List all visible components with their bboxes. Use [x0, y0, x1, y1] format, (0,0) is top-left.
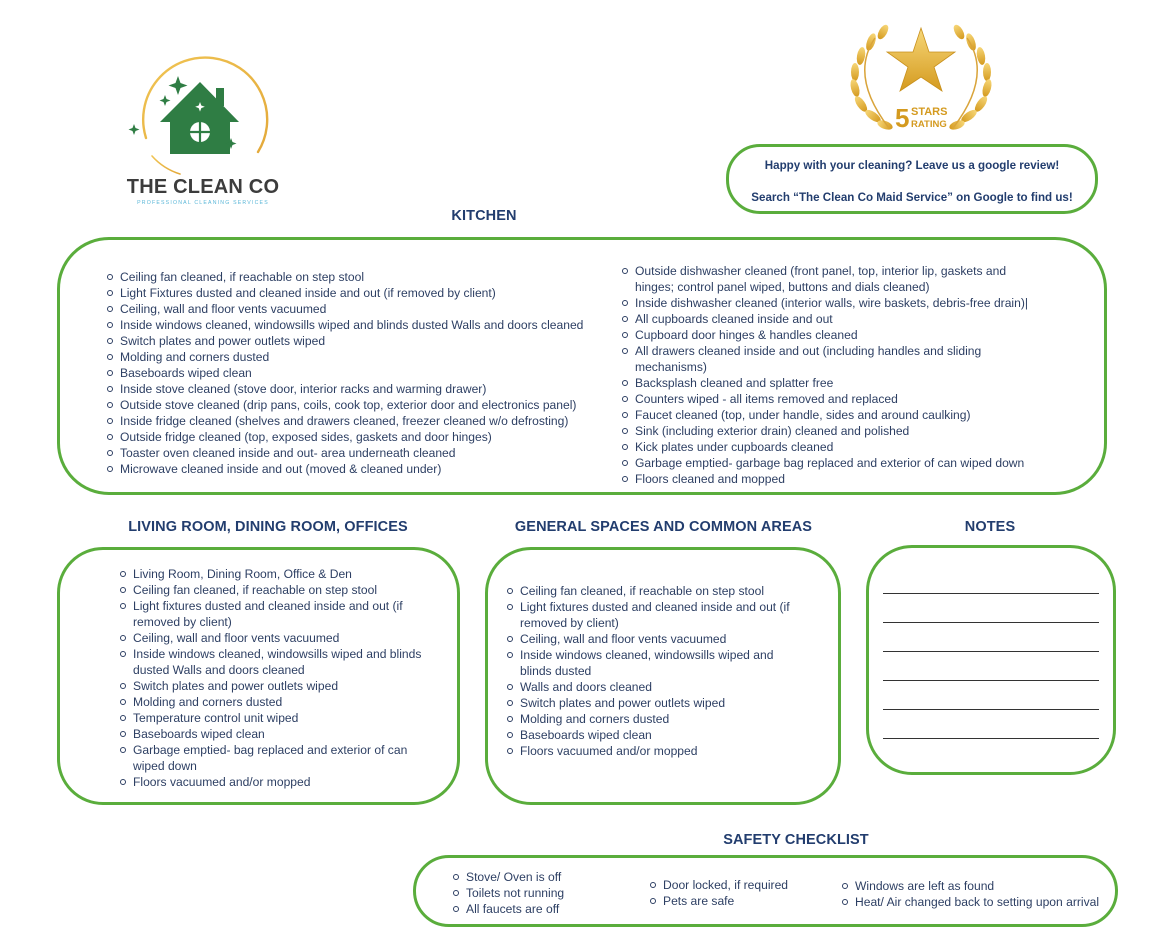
checklist-item: Faucet cleaned (top, under handle, sides and around caulking): [622, 407, 1047, 423]
checklist-item: Switch plates and power outlets wiped: [107, 333, 607, 349]
checklist-item: Toaster oven cleaned inside and out- area underneath cleaned: [107, 445, 607, 461]
notes-writing-line: [883, 651, 1099, 652]
checklist-item: Door locked, if required: [650, 877, 788, 893]
checklist-item: All faucets are off: [453, 901, 564, 917]
checklist-item: Floors cleaned and mopped: [622, 471, 1047, 487]
living-title: LIVING ROOM, DINING ROOM, OFFICES: [128, 519, 408, 535]
checklist-item: Inside windows cleaned, windowsills wiped and blinds dusted Walls and doors cleaned: [120, 646, 430, 678]
checklist-item: Backsplash cleaned and splatter free: [622, 375, 1047, 391]
kitchen-title: KITCHEN: [451, 208, 517, 224]
kitchen-section: [57, 237, 1107, 495]
notes-writing-line: [883, 593, 1099, 594]
checklist-item: Temperature control unit wiped: [120, 710, 430, 726]
checklist-item: Cupboard door hinges & handles cleaned: [622, 327, 1047, 343]
review-callout: [726, 144, 1098, 214]
checklist-item: Light fixtures dusted and cleaned inside and out (if removed by client): [120, 598, 430, 630]
checklist-item: Ceiling fan cleaned, if reachable on step stool: [107, 269, 607, 285]
notes-writing-line: [883, 738, 1099, 739]
notes-title: NOTES: [964, 519, 1016, 535]
kitchen-left-list: [107, 269, 607, 477]
checklist-item: Ceiling, wall and floor vents vacuumed: [107, 301, 607, 317]
kitchen-right-list: [622, 263, 1047, 487]
house-logo-icon: [118, 48, 288, 183]
checklist-item: Sink (including exterior drain) cleaned and polished: [622, 423, 1047, 439]
checklist-item: Light fixtures dusted and cleaned inside and out (if removed by client): [507, 599, 807, 631]
review-line-2: Search “The Clean Co Maid Service” on Google to find us!: [751, 191, 1073, 204]
review-line-1: Happy with your cleaning? Leave us a google review!: [764, 159, 1060, 172]
checklist-item: Walls and doors cleaned: [507, 679, 807, 695]
logo-tagline: PROFESSIONAL CLEANING SERVICES: [137, 200, 269, 206]
checklist-item: Floors vacuumed and/or mopped: [507, 743, 807, 759]
checklist-item: Microwave cleaned inside and out (moved & cleaned under): [107, 461, 607, 477]
living-section: [57, 547, 460, 805]
checklist-item: Outside stove cleaned (drip pans, coils, cook top, exterior door and electronics panel): [107, 397, 607, 413]
checklist-item: Outside dishwasher cleaned (front panel, top, interior lip, gaskets and hinges; control panel wiped, buttons and dials cleaned): [622, 263, 1047, 295]
safety-section: [413, 855, 1118, 927]
checklist-item: Heat/ Air changed back to setting upon arrival: [842, 894, 1099, 910]
checklist-item: Ceiling, wall and floor vents vacuumed: [120, 630, 430, 646]
checklist-item: Inside dishwasher cleaned (interior walls, wire baskets, debris-free drain)|: [622, 295, 1047, 311]
safety-col-2: [650, 877, 788, 909]
general-title: GENERAL SPACES AND COMMON AREAS: [514, 519, 813, 535]
checklist-item: Switch plates and power outlets wiped: [507, 695, 807, 711]
checklist-item: Ceiling fan cleaned, if reachable on step stool: [120, 582, 430, 598]
checklist-item: Molding and corners dusted: [507, 711, 807, 727]
notes-writing-line: [883, 680, 1099, 681]
checklist-item: All cupboards cleaned inside and out: [622, 311, 1047, 327]
checklist-item: Stove/ Oven is off: [453, 869, 564, 885]
living-list: [120, 566, 430, 790]
checklist-item: Baseboards wiped clean: [507, 727, 807, 743]
checklist-item: Inside windows cleaned, windowsills wiped and blinds dusted: [507, 647, 807, 679]
sparkle-icon: [169, 76, 188, 95]
general-section: [485, 547, 841, 805]
checklist-item: Garbage emptied- bag replaced and exterior of can wiped down: [120, 742, 430, 774]
safety-col-3: [842, 878, 1099, 910]
checklist-item: Toilets not running: [453, 885, 564, 901]
safety-title: SAFETY CHECKLIST: [723, 832, 869, 848]
rating-rating-label: RATING: [911, 119, 947, 130]
checklist-item: Baseboards wiped clean: [120, 726, 430, 742]
logo-name: THE CLEAN CO: [126, 176, 280, 198]
checklist-item: Ceiling fan cleaned, if reachable on step stool: [507, 583, 807, 599]
general-list: [507, 583, 807, 759]
checklist-item: Switch plates and power outlets wiped: [120, 678, 430, 694]
notes-writing-line: [883, 709, 1099, 710]
checklist-item: Living Room, Dining Room, Office & Den: [120, 566, 430, 582]
gold-star-icon: [887, 28, 955, 91]
notes-writing-line: [883, 622, 1099, 623]
checklist-item: Garbage emptied- garbage bag replaced and exterior of can wiped down: [622, 455, 1047, 471]
checklist-item: Inside windows cleaned, windowsills wiped and blinds dusted Walls and doors cleaned: [107, 317, 607, 333]
checklist-item: Baseboards wiped clean: [107, 365, 607, 381]
checklist-item: All drawers cleaned inside and out (including handles and sliding mechanisms): [622, 343, 1047, 375]
checklist-item: Outside fridge cleaned (top, exposed sides, gaskets and door hinges): [107, 429, 607, 445]
checklist-item: Ceiling, wall and floor vents vacuumed: [507, 631, 807, 647]
rating-stars-label: STARS: [911, 106, 948, 118]
rating-number: 5: [895, 103, 910, 133]
checklist-item: Light Fixtures dusted and cleaned inside and out (if removed by client): [107, 285, 607, 301]
checklist-item: Kick plates under cupboards cleaned: [622, 439, 1047, 455]
checklist-item: Molding and corners dusted: [120, 694, 430, 710]
checklist-item: Molding and corners dusted: [107, 349, 607, 365]
checklist-item: Counters wiped - all items removed and replaced: [622, 391, 1047, 407]
company-logo: [118, 48, 288, 213]
checklist-item: Pets are safe: [650, 893, 788, 909]
checklist-item: Floors vacuumed and/or mopped: [120, 774, 430, 790]
rating-badge: [845, 24, 997, 136]
checklist-item: Windows are left as found: [842, 878, 1099, 894]
checklist-item: Inside fridge cleaned (shelves and drawers cleaned, freezer cleaned w/o defrosting): [107, 413, 607, 429]
notes-section: [866, 545, 1116, 775]
checklist-item: Inside stove cleaned (stove door, interior racks and warming drawer): [107, 381, 607, 397]
safety-col-1: [453, 869, 564, 917]
